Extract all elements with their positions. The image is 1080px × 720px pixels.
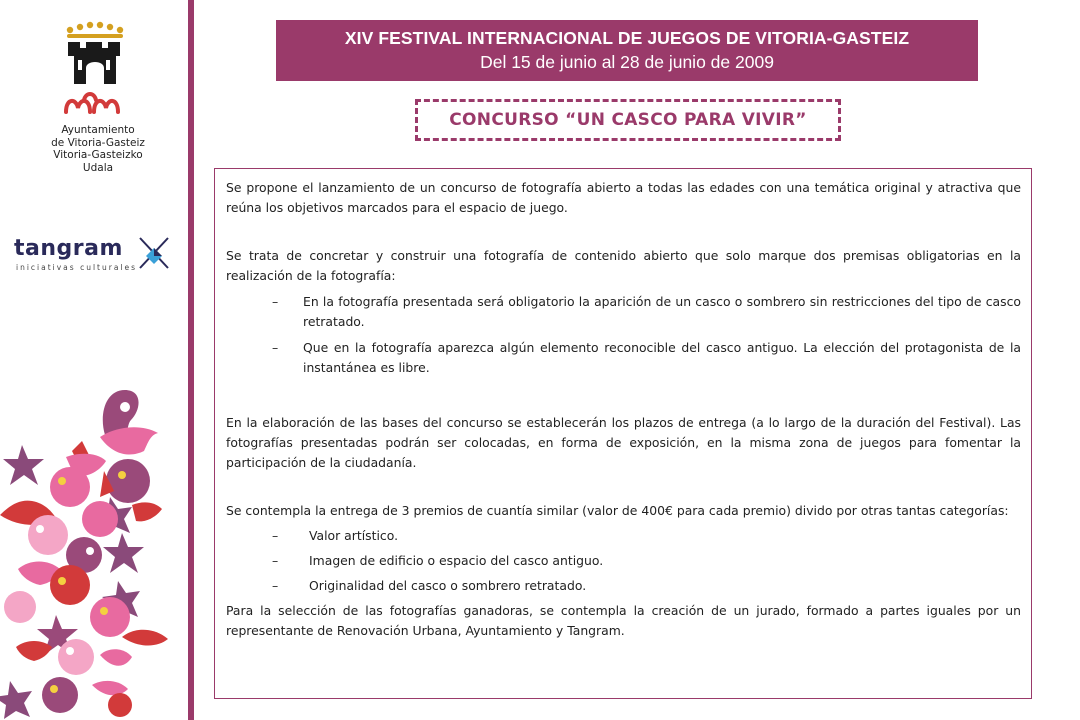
premise-item: [226, 292, 1021, 332]
list-dash: –: [272, 528, 279, 543]
list-dash: –: [272, 294, 279, 309]
premise-item: [226, 338, 1021, 378]
category-text: Imagen de edificio o espacio del casco antiguo.: [309, 553, 604, 568]
prizes-paragraph: Se contempla la entrega de 3 premios de cuantía similar (valor de 400€ para cada premio) divido por otras tantas categorías:: [226, 503, 1009, 518]
premises-paragraph: Se trata de concretar y construir una fotografía de contenido abierto que solo marque dos premisas obligatorias en la realización de la fotografía:: [226, 248, 1021, 283]
tangram-mark-icon: [138, 236, 170, 270]
list-dash: –: [272, 553, 279, 568]
deadlines-paragraph: En la elaboración de las bases del concurso se establecerán los plazos de entrega (a lo largo de la duración del Festival). Las fotografías presentadas podrán ser colocadas, en forma de exposición, en la misma zona de juegos para fomentar la participación de la ciudadanía.: [226, 415, 1021, 470]
festival-dates: Del 15 de junio al 28 de junio de 2009: [480, 52, 774, 72]
logo-line: Ayuntamiento: [61, 124, 135, 136]
logo-line: Vitoria-Gasteizko: [53, 149, 143, 161]
contest-title: CONCURSO “UN CASCO PARA VIVIR”: [449, 110, 807, 130]
intro-paragraph: Se propone el lanzamiento de un concurso de fotografía abierto a todas las edades con una temática original y atractiva que reúna los objetivos marcados para el espacio de juego.: [226, 180, 1021, 215]
category-text: Originalidad del casco o sombrero retratado.: [309, 578, 587, 593]
city-logo: [28, 20, 168, 174]
collage-shapes: [0, 390, 168, 719]
festival-title: XIV FESTIVAL INTERNACIONAL DE JUEGOS DE VITORIA-GASTEIZ: [344, 28, 910, 48]
premise-text: Que en la fotografía aparezca algún elemento reconocible del casco antiguo. La elección del protagonista de la instantánea es libre.: [303, 340, 1021, 375]
hats-collage-illustration: [0, 385, 188, 720]
logo-line: de Vitoria-Gasteiz: [51, 136, 145, 149]
tangram-tagline: iniciativas culturales: [16, 263, 138, 272]
category-item: [226, 526, 1021, 546]
jury-paragraph: Para la selección de las fotografías ganadoras, se contempla la creación de un jurado, formado a partes iguales por un representante de Renovación Urbana, Ayuntamiento y Tangram.: [226, 603, 1021, 638]
content-box: [214, 168, 1032, 699]
festival-header: [276, 20, 978, 81]
category-text: Valor artístico.: [309, 528, 399, 543]
sidebar-divider: [188, 0, 194, 720]
contest-title-box: [415, 99, 841, 141]
premise-text: En la fotografía presentada será obligatorio la aparición de un casco o sombrero sin restricciones del tipo de casco retratado.: [303, 294, 1021, 329]
list-dash: –: [272, 340, 279, 355]
sidebar: [0, 0, 188, 720]
city-coat-of-arms-icon: [58, 20, 138, 118]
category-item: [226, 551, 1021, 571]
tangram-logo: [14, 236, 174, 276]
list-dash: –: [272, 578, 279, 593]
category-item: [226, 576, 1021, 596]
tangram-name: tangram: [14, 236, 123, 261]
logo-line: Udala: [82, 161, 114, 174]
